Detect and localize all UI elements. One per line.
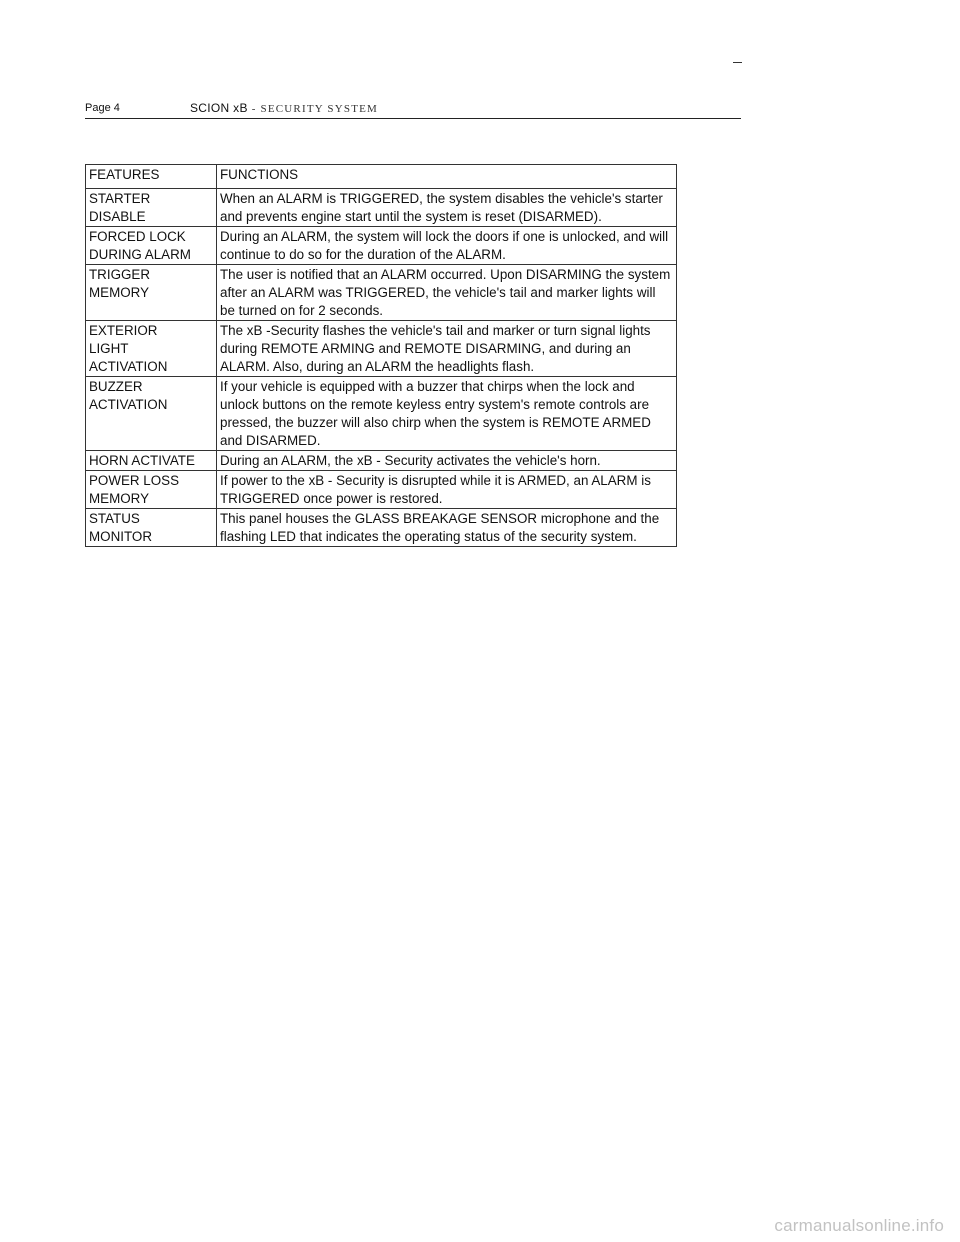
column-header-functions: FUNCTIONS bbox=[217, 165, 677, 189]
table-row bbox=[86, 227, 677, 265]
feature-cell: EXTERIOR LIGHT ACTIVATION bbox=[86, 321, 217, 377]
table-row bbox=[86, 377, 677, 451]
function-cell: If your vehicle is equipped with a buzzer that chirps when the lock and unlock buttons on the remote keyless entry system's remote controls are pressed, the buzzer will also chirp when the system is REMOTE ARMED and DISARMED. bbox=[217, 377, 677, 451]
function-cell: If power to the xB - Security is disrupted while it is ARMED, an ALARM is TRIGGERED once power is restored. bbox=[217, 471, 677, 509]
title-sub: - SECURITY SYSTEM bbox=[247, 103, 379, 115]
document-title bbox=[190, 101, 378, 115]
feature-cell: STARTER DISABLE bbox=[86, 189, 217, 227]
table-row bbox=[86, 189, 677, 227]
feature-cell: HORN ACTIVATE bbox=[86, 451, 217, 471]
column-header-features: FEATURES bbox=[86, 165, 217, 189]
feature-cell: TRIGGER MEMORY bbox=[86, 265, 217, 321]
table-header-row bbox=[86, 165, 677, 189]
function-cell: During an ALARM, the system will lock the doors if one is unlocked, and will continue to do so for the duration of the ALARM. bbox=[217, 227, 677, 265]
feature-cell: FORCED LOCK DURING ALARM bbox=[86, 227, 217, 265]
table-row bbox=[86, 471, 677, 509]
page-number: Page 4 bbox=[85, 102, 120, 114]
corner-mark bbox=[733, 62, 742, 63]
table-row bbox=[86, 265, 677, 321]
function-cell: This panel houses the GLASS BREAKAGE SENSOR microphone and the flashing LED that indicates the operating status of the security system. bbox=[217, 509, 677, 547]
table-row bbox=[86, 321, 677, 377]
feature-cell: STATUS MONITOR bbox=[86, 509, 217, 547]
table-row bbox=[86, 451, 677, 471]
features-table bbox=[85, 164, 677, 547]
function-cell: The user is notified that an ALARM occurred. Upon DISARMING the system after an ALARM was TRIGGERED, the vehicle's tail and marker lights will be turned on for 2 seconds. bbox=[217, 265, 677, 321]
function-cell: The xB -Security flashes the vehicle's tail and marker or turn signal lights during REMOTE ARMING and REMOTE DISARMING, and during an ALARM. Also, during an ALARM the headlights flash. bbox=[217, 321, 677, 377]
function-cell: During an ALARM, the xB - Security activates the vehicle's horn. bbox=[217, 451, 677, 471]
page-header bbox=[85, 100, 741, 119]
feature-cell: BUZZER ACTIVATION bbox=[86, 377, 217, 451]
feature-cell: POWER LOSS MEMORY bbox=[86, 471, 217, 509]
table-row bbox=[86, 509, 677, 547]
watermark-text: carmanualsonline.info bbox=[774, 1216, 944, 1235]
title-main: SCION xB bbox=[190, 101, 248, 115]
function-cell: When an ALARM is TRIGGERED, the system disables the vehicle's starter and prevents engine start until the system is reset (DISARMED). bbox=[217, 189, 677, 227]
